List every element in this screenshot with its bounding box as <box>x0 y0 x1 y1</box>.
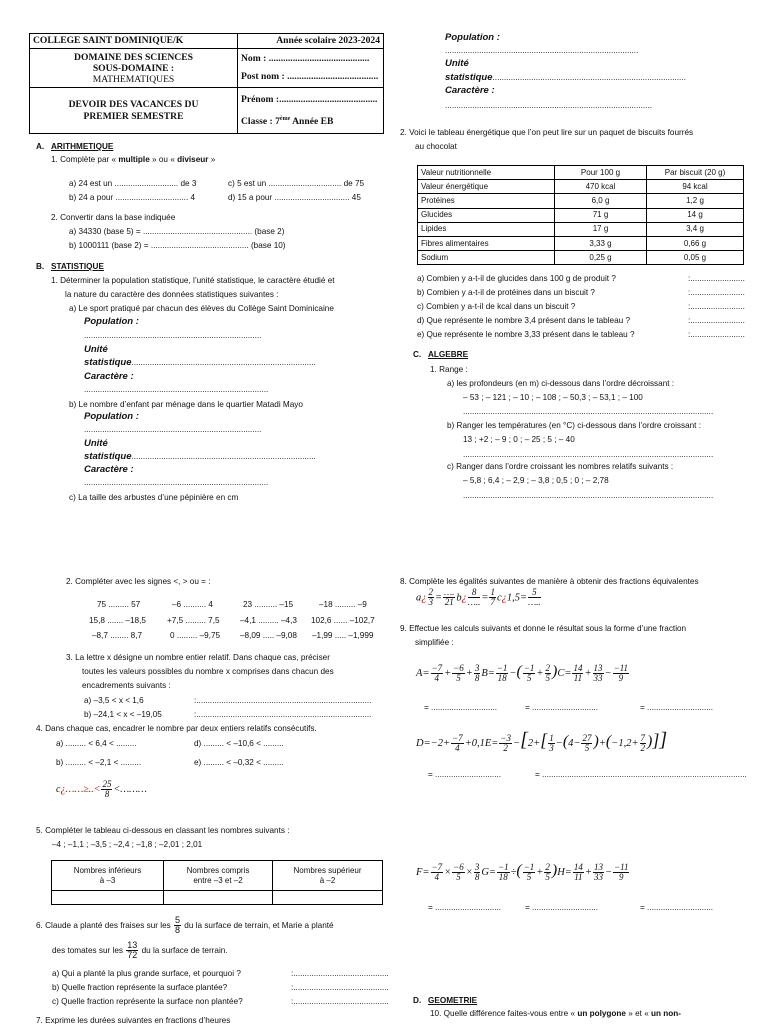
bl-q6b-ans[interactable]: :.......................................... <box>291 983 389 992</box>
energy-ans-e[interactable]: :........................ <box>688 330 745 339</box>
math-label: MATHEMATIQUES <box>92 73 175 85</box>
b-qb-dots2: ................................................................................. <box>131 452 316 461</box>
bl-q7: 7. Exprime les durées suivantes en fractions d’heures <box>36 1016 231 1024</box>
b-qa-dots3[interactable]: ................................................................................. <box>84 385 269 394</box>
domain-cell <box>30 48 238 87</box>
cls-h1 <box>52 861 164 891</box>
r-dots1[interactable]: ..................................................................................... <box>445 46 639 55</box>
prenom-field[interactable]: Prénom :......................................... <box>241 94 378 106</box>
fraction <box>174 916 181 936</box>
fraction <box>101 780 112 800</box>
subdomain-label: SOUS-DOMAINE : <box>92 62 175 74</box>
cell: Sodium <box>418 251 555 265</box>
b-qa-dots1[interactable]: .............................................................................. <box>84 331 262 340</box>
cell: 3,4 g <box>647 222 744 236</box>
cell: 0,25 g <box>555 251 647 265</box>
th-per100: Pour 100 g <box>555 166 647 180</box>
b-qa-car: Caractère : <box>84 371 134 382</box>
table-row <box>418 222 744 236</box>
a-q2b: b) 1000111 (base 2) = ........................................... (base 10) <box>69 241 286 250</box>
eq-e-ans[interactable]: = .......................................................................................... <box>535 770 747 779</box>
energy-q2-l2: au chocolat <box>415 142 457 151</box>
eq-c-ans[interactable]: = ............................. <box>640 703 714 712</box>
b-qb-stat: statistique <box>84 451 132 462</box>
fraction <box>126 941 138 961</box>
q6-l2-pre: des tomates sur les <box>52 946 123 956</box>
cmp[interactable]: +7,5 ......... 7,5 <box>167 616 220 625</box>
section-d-heading <box>413 996 477 1006</box>
cls-h3 <box>273 861 383 891</box>
c-b2: 13 ; +2 ; – 9 ; 0 ; – 25 ; 5 ; – 40 <box>463 435 575 444</box>
q10-polygone: un polygone <box>577 1009 626 1018</box>
bl-q6-l2 <box>52 941 228 961</box>
cls-h2-b: entre –3 et –2 <box>193 875 243 885</box>
br-q8: 8. Complète les égalités suivantes de manière à obtenir des fractions équivalentes <box>400 577 699 586</box>
table-row <box>418 208 744 222</box>
bl-q6a-ans[interactable]: :.......................................... <box>291 969 389 978</box>
devoir-title: DEVOIR DES VACANCES DU PREMIER SEMESTRE <box>30 88 238 133</box>
a-q1c: c) 5 est un ................................ de 75 <box>228 179 365 188</box>
section-a-title: ARITHMETIQUE <box>51 142 114 151</box>
br-q8-eq[interactable]: a¿ $\frac{2}{3}$ = $\frac{\dots.}{21}$ b¿ $\frac{8}{\dots..}$ = $\frac{1}{7}$ c¿1,5= $\frac{5}{\dots..}$ <box>416 587 541 608</box>
cls-h2-a: Nombres compris <box>186 865 250 875</box>
cls-h3-b: à –2 <box>319 875 336 885</box>
bl-q4b[interactable]: b) ......... < –2,1 < ......... <box>56 758 142 767</box>
cmp[interactable]: –4,1 ......... –4,3 <box>240 616 297 625</box>
b-qb-unite: Unité <box>84 438 108 449</box>
q4c-mid: ¿……≥..< <box>60 784 101 796</box>
section-d-letter: D. <box>413 996 422 1005</box>
b-qa: a) Le sport pratiqué par chacun des élèves du Collège Saint Dominicaine <box>69 304 334 313</box>
cell: 0,05 g <box>647 251 744 265</box>
energy-qe: e) Que représente le nombre 3,33 présent dans le tableau ? <box>417 330 635 339</box>
table-header-row <box>418 166 744 180</box>
eq-fgh: F= $\frac{-7}{4}$ × $\frac{-6}{5}$ × $\frac{3}{8}$ G= $\frac{-1}{18}$ ÷( $\frac{-1}{5}$ + $\frac{2}{5}$ )H= $\frac{14}{11}$ + $\frac{13}{33}$ − $\frac{-11}{9}$ <box>416 861 629 883</box>
cell: 94 kcal <box>647 180 744 194</box>
cmp[interactable]: –18 ......... –9 <box>319 600 367 609</box>
section-a-letter: A. <box>36 142 45 151</box>
a-q1a: a) 24 est un ............................ de 3 <box>69 179 197 188</box>
cmp[interactable]: –6 .......... 4 <box>172 600 213 609</box>
table-row <box>418 180 744 194</box>
denominator: 8 <box>175 925 181 936</box>
bl-q6-l1 <box>36 916 334 936</box>
c-c-dots[interactable]: .............................................................................................................. <box>463 491 714 500</box>
section-b-heading <box>36 262 104 272</box>
classe-prefix: Classe : 7 <box>241 115 280 127</box>
th-perbiscuit: Par biscuit (20 g) <box>647 166 744 180</box>
cmp[interactable]: 15,8 ....... –18,5 <box>89 616 146 625</box>
b-qb-dots1[interactable]: .............................................................................. <box>84 425 262 434</box>
bl-q6c-ans[interactable]: :.......................................... <box>291 997 389 1006</box>
a-q1-multiple: multiple <box>118 155 150 164</box>
c-range: 1. Range : <box>430 365 468 374</box>
bl-q6a: a) Qui a planté la plus grande surface, et pourquoi ? <box>52 969 241 978</box>
r-stat-line[interactable] <box>445 72 686 84</box>
eq-de: D=−2+ $\frac{-7}{4}$ +0,1E= $\frac{-3}{2}$ −[2+[ $\frac{1}{3}$ −(4− $\frac{27}{5}$ )+(−1,2+ $\frac{7}{2}$ )]] <box>416 729 668 754</box>
b-qa-stat: statistique <box>84 357 132 368</box>
br-q10 <box>430 1009 681 1019</box>
cell: Fibres alimentaires <box>418 236 555 250</box>
q6-pre: 6. Claude a planté des fraises sur les <box>36 921 171 931</box>
bl-q3b-ans[interactable]: :............................................................................. <box>194 710 372 719</box>
cell[interactable] <box>273 891 383 905</box>
bl-q3-l2: toutes les valeurs possibles du nombre x comprises dans chacun des <box>82 667 334 676</box>
eq-abc: A= $\frac{-7}{4}$ + $\frac{-6}{5}$ + $\frac{3}{8}$ B= $\frac{-1}{18}$ −( $\frac{-1}{5}$ + $\frac{2}{5}$ )C= $\frac{14}{11}$ + $\frac{13}{33}$ − $\frac{-11}{9}$ <box>416 662 629 684</box>
b-qb: b) Le nombre d’enfant par ménage dans le quartier Matadi Mayo <box>69 400 303 409</box>
bl-q5-l2: –4 ; –1,1 ; –3,5 ; –2,4 ; –1,8 ; –2,01 ; 2,01 <box>52 840 203 849</box>
cell: 14 g <box>647 208 744 222</box>
a-q1b: b) 24 a pour ................................ 4 <box>69 193 196 202</box>
cell: 71 g <box>555 208 647 222</box>
table-row <box>418 251 744 265</box>
nutrition-table <box>417 165 744 265</box>
b-qb-stat-line[interactable] <box>84 451 316 463</box>
cell[interactable] <box>164 891 273 905</box>
r-pop: Population : <box>445 32 500 43</box>
numerator: 5 <box>175 915 181 925</box>
q10-non: un non- <box>651 1009 682 1018</box>
eq-b-ans[interactable]: = ............................. <box>525 703 599 712</box>
cmp[interactable]: –8,7 ........ 8,7 <box>92 631 143 640</box>
energy-ans-d[interactable]: :........................ <box>688 316 745 325</box>
cell: 1,2 g <box>647 194 744 208</box>
cell: 17 g <box>555 222 647 236</box>
q10-pre: 10. Quelle différence faites-vous entre « <box>430 1009 578 1018</box>
table-row <box>52 891 383 905</box>
denominator: 72 <box>127 950 138 961</box>
q6-l2-post: du la surface de terrain. <box>141 946 228 956</box>
bl-q4a[interactable]: a) ......... < 6,4 < ......... <box>56 739 137 748</box>
section-a-heading <box>36 142 113 152</box>
nom-field[interactable]: Nom : .......................................... <box>241 52 370 64</box>
eq-g-ans[interactable]: = ............................. <box>525 903 599 912</box>
q4c-post: <……… <box>113 784 147 796</box>
energy-ans-a[interactable]: :........................ <box>688 274 745 283</box>
bl-q3-l3: encadrements suivants : <box>82 681 171 690</box>
cmp[interactable]: 0 ......... –9,75 <box>170 631 221 640</box>
bl-q3-l1: 3. La lettre x désigne un nombre entier relatif. Dans chaque cas, préciser <box>66 653 330 662</box>
bl-q3b: b) –24,1 < x < –19,05 <box>84 710 162 719</box>
cmp[interactable]: 75 ......... 57 <box>97 600 141 609</box>
bl-q4: 4. Dans chaque cas, encadrer le nombre par deux entiers relatifs consécutifs. <box>36 724 317 733</box>
bl-q3a: a) –3,5 < x < 1,6 <box>84 696 144 705</box>
cmp[interactable]: 102,6 ...... –102,7 <box>311 616 375 625</box>
cls-h3-a: Nombres supérieur <box>293 865 362 875</box>
cell: 3,33 g <box>555 236 647 250</box>
table-header-row <box>52 861 383 891</box>
bl-q3a-ans[interactable]: :............................................................................. <box>194 696 372 705</box>
a-q2a: a) 34330 (base 5) = ................................................ (base 2) <box>69 227 285 236</box>
energy-qb: b) Combien y a-t-il de protéines dans un biscuit ? <box>417 288 595 297</box>
b-qb-dots3[interactable]: ................................................................................. <box>84 478 269 487</box>
b-q1-line1: 1. Déterminer la population statistique, l’unité statistique, le caractère étudié et <box>51 276 335 285</box>
c-b-dots[interactable]: .............................................................................................................. <box>463 450 714 459</box>
domain-label: DOMAINE DES SCIENCES <box>74 51 193 63</box>
cls-h2 <box>164 861 273 891</box>
bl-q4e[interactable]: e) ......... < –0,32 < ......... <box>194 758 284 767</box>
eq-a-ans[interactable]: = ............................. <box>424 703 498 712</box>
identity-cell <box>238 48 384 87</box>
header-table <box>29 33 384 134</box>
bl-q4c[interactable] <box>56 780 147 800</box>
c-a1: a) les profondeurs (en m) ci-dessous dans l’ordre décroissant : <box>447 379 675 388</box>
eq-h-ans[interactable]: = ............................. <box>640 903 714 912</box>
cls-h1-a: Nombres inférieurs <box>73 865 142 875</box>
cell: Glucides <box>418 208 555 222</box>
bl-q6c: c) Quelle fraction représente la surface non plantée? <box>52 997 243 1006</box>
cmp[interactable]: –8,09 ..... –9,08 <box>240 631 297 640</box>
b-qa-unite: Unité <box>84 344 108 355</box>
section-b-title: STATISTIQUE <box>51 262 104 271</box>
th-nutrition: Valeur nutritionnelle <box>418 166 555 180</box>
r-dots2: ..................................................................................... <box>492 73 686 82</box>
bl-q5-l1: 5. Compléter le tableau ci-dessous en classant les nombres suivants : <box>36 826 290 835</box>
energy-qd: d) Que représente le nombre 3,4 présent dans le tableau ? <box>417 316 631 325</box>
eq-d-ans[interactable]: = ............................. <box>428 770 502 779</box>
college-name: COLLEGE SAINT DOMINIQUE/K <box>30 34 238 49</box>
cell: Lipides <box>418 222 555 236</box>
br-q9-l2: simplifiée : <box>415 638 454 647</box>
classe-sup: ème <box>279 115 291 122</box>
r-unite: Unité <box>445 58 469 69</box>
energy-qc: c) Combien y a-t-il de kcal dans un biscuit ? <box>417 302 576 311</box>
br-q9-l1: 9. Effectue les calculs suivants et donne le résultat sous la forme d’une fraction <box>400 624 687 633</box>
cell: Valeur énergétique <box>418 180 555 194</box>
table-row <box>418 194 744 208</box>
a-q1-diviseur: diviseur <box>177 155 209 164</box>
energy-ans-c[interactable]: :........................ <box>688 302 745 311</box>
c-a-dots[interactable]: .............................................................................................................. <box>463 407 714 416</box>
energy-ans-b[interactable]: :........................ <box>688 288 745 297</box>
cmp[interactable]: 23 .......... –15 <box>243 600 294 609</box>
b-q1-line2: la nature du caractère des données statistiques suivantes : <box>65 290 279 299</box>
cell: 6,0 g <box>555 194 647 208</box>
cell[interactable] <box>52 891 164 905</box>
classe-suffix: Année EB <box>290 115 334 127</box>
classe-field <box>241 111 380 132</box>
a-q1d: d) 15 a pour ................................. 45 <box>228 193 361 202</box>
b-qb-pop: Population : <box>84 411 139 422</box>
cmp[interactable]: –1,99 ..... –1,999 <box>312 631 374 640</box>
class-cell <box>238 88 384 133</box>
section-c-heading <box>413 350 468 360</box>
cell: 0,66 g <box>647 236 744 250</box>
q10-mid: » et « <box>625 1009 652 1018</box>
cell: 470 kcal <box>555 180 647 194</box>
c-c1: c) Ranger dans l’ordre croissant les nombres relatifs suivants : <box>447 462 674 471</box>
q4c-pre: c <box>56 784 61 796</box>
b-qc: c) La taille des arbustes d’une pépinière en cm <box>69 493 239 502</box>
numerator: 25 <box>102 779 112 789</box>
bl-q6b: b) Quelle fraction représente la surface plantée? <box>52 983 228 992</box>
section-c-letter: C. <box>413 350 422 359</box>
b-qb-car: Caractère : <box>84 464 134 475</box>
section-b-letter: B. <box>36 262 45 271</box>
b-qa-dots2: ................................................................................. <box>131 358 316 367</box>
cell: Protéines <box>418 194 555 208</box>
energy-qa: a) Combien y a-t-il de glucides dans 100 g de produit ? <box>417 274 616 283</box>
school-year: Année scolaire 2023-2024 <box>238 34 384 49</box>
postnom-field[interactable]: Post nom : ...................................... <box>241 71 379 83</box>
denominator: 8 <box>104 789 110 800</box>
classification-table <box>51 860 383 905</box>
r-dots3[interactable]: ........................................................................................... <box>445 101 653 110</box>
section-d-title: GEOMETRIE <box>428 996 478 1005</box>
a-q1-pre: 1. Complète par « <box>51 155 119 164</box>
q6-post: du la surface de terrain, et Marie a planté <box>184 921 334 931</box>
a-q1 <box>51 155 215 165</box>
bl-q4d[interactable]: d) ......... < –10,6 < ......... <box>194 739 284 748</box>
table-row <box>418 236 744 250</box>
c-c2: – 5,8 ; 6,4 ; – 2,9 ; – 3,8 ; 0,5 ; 0 ; – 2,78 <box>463 476 609 485</box>
a-q1-end: » <box>208 155 216 164</box>
bl-q2: 2. Compléter avec les signes <, > ou = : <box>66 577 211 586</box>
a-q1-mid: » ou « <box>149 155 178 164</box>
section-c-title: ALGEBRE <box>428 350 469 359</box>
numerator: 13 <box>127 940 138 950</box>
b-qa-stat-line[interactable] <box>84 357 316 369</box>
b-qa-pop: Population : <box>84 316 139 327</box>
a-q2: 2. Convertir dans la base indiquée <box>51 213 176 222</box>
eq-f-ans[interactable]: = ............................. <box>428 903 502 912</box>
r-car: Caractère : <box>445 85 495 96</box>
c-b1: b) Ranger les températures (en °C) ci-dessous dans l’ordre croissant : <box>447 421 702 430</box>
c-a2: – 53 ; – 121 ; – 10 ; – 108 ; – 50,3 ; – 53,1 ; – 100 <box>463 393 643 402</box>
cls-h1-b: à –3 <box>99 875 116 885</box>
r-stat: statistique <box>445 72 493 83</box>
energy-q2-l1: 2. Voici le tableau énergétique que l’on peut lire sur un paquet de biscuits fourrés <box>400 128 694 137</box>
